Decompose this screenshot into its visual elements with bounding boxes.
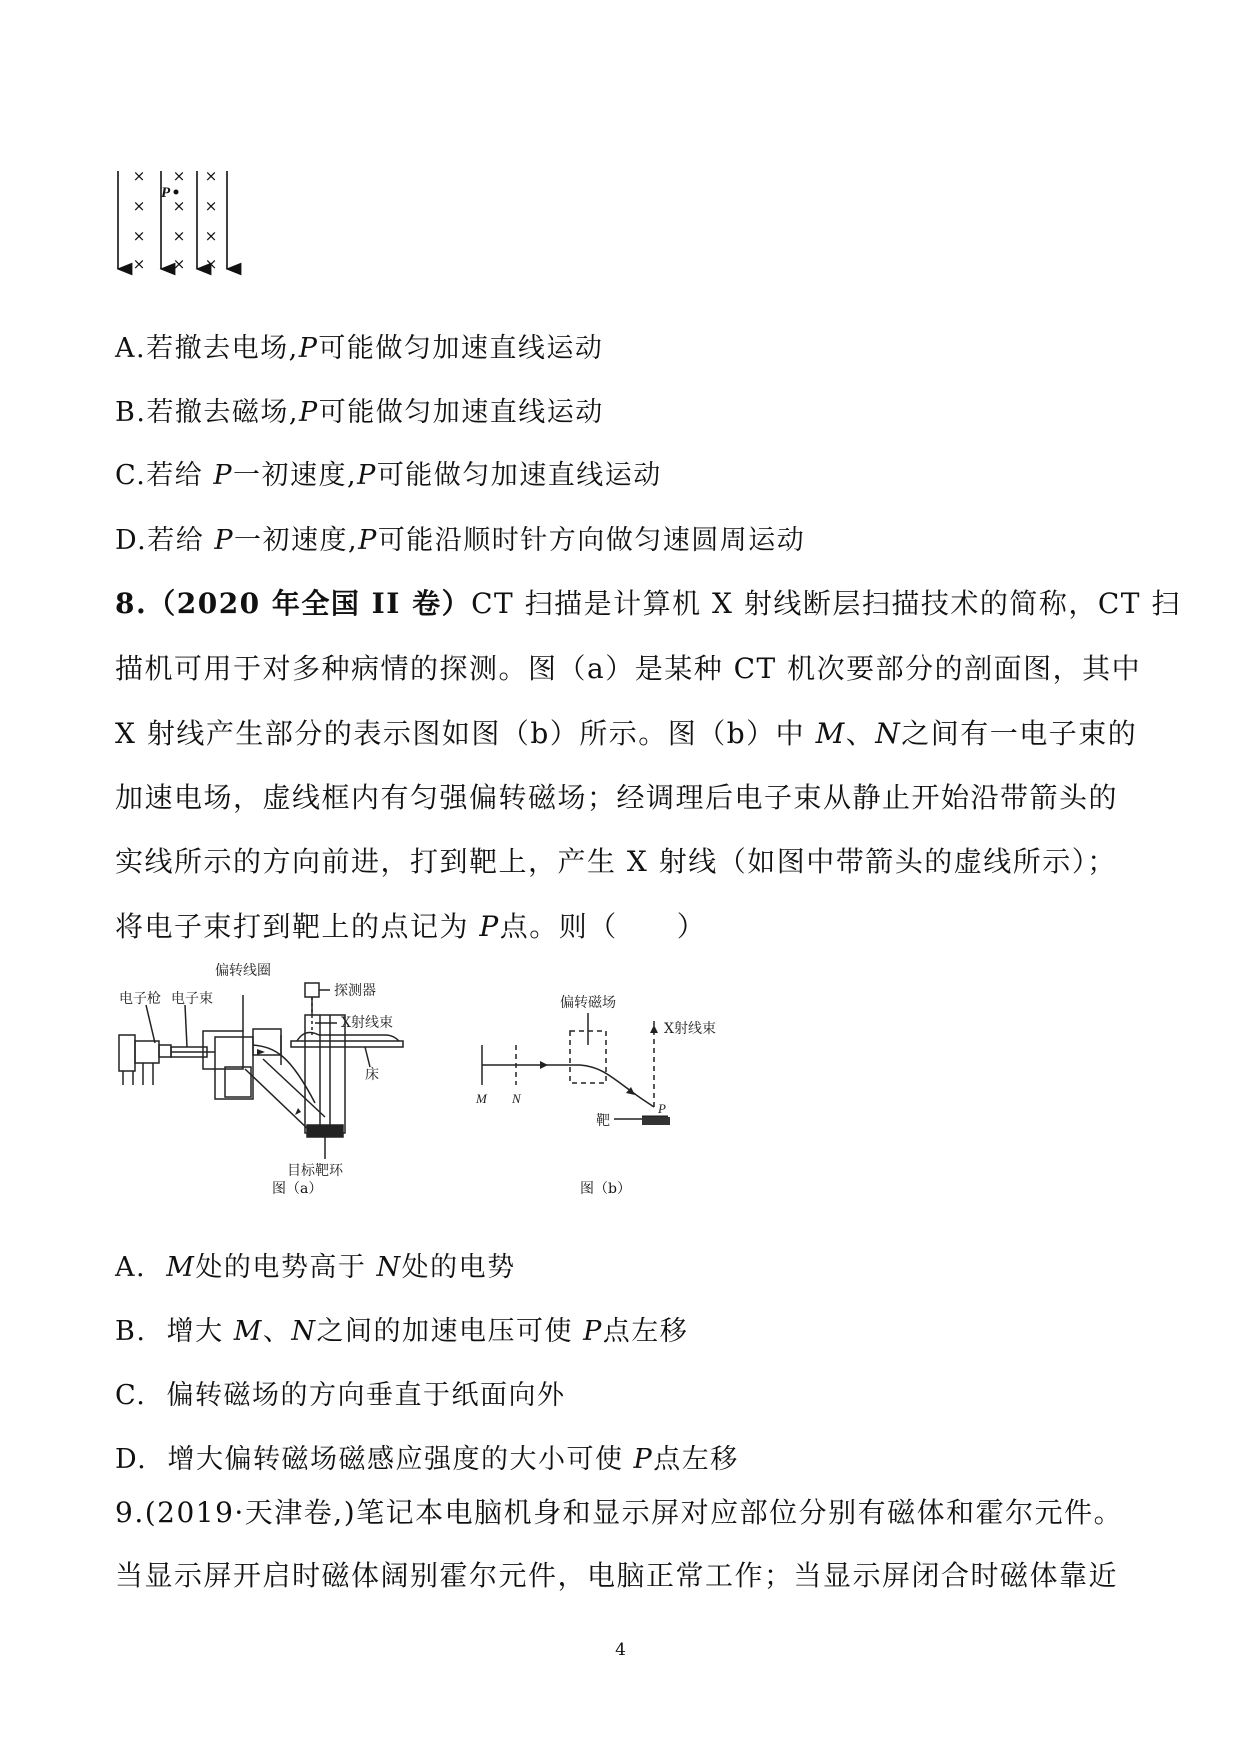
field-figure <box>110 165 260 285</box>
label-deflection-field: 偏转磁场 <box>560 995 616 1011</box>
svg-text:×: × <box>172 167 186 185</box>
ct-figure-a <box>115 955 460 1195</box>
q9-line-1: 9.(2019·天津卷,)笔记本电脑机身和显示屏对应部位分别有磁体和霍尔元件。 <box>115 1496 1124 1529</box>
svg-text:×: × <box>132 197 146 215</box>
svg-text:×: × <box>204 227 218 245</box>
q8-option-c[interactable]: C. 偏转磁场的方向垂直于纸面向外 <box>115 1380 566 1411</box>
q8-line-6: 将电子束打到靶上的点记为 P点。则（ ） <box>115 910 707 943</box>
label-deflection-coil: 偏转线圈 <box>215 963 271 979</box>
label-detector: 探测器 <box>334 983 376 999</box>
label-target-ring: 目标靶环 <box>287 1163 343 1179</box>
question-number: 8. <box>115 587 148 620</box>
svg-text:×: × <box>132 255 146 273</box>
q7-option-b[interactable]: B.若撤去磁场,P可能做匀加速直线运动 <box>115 397 604 428</box>
svg-text:×: × <box>132 167 146 185</box>
label-P: P <box>658 1101 666 1116</box>
q8-option-b[interactable]: B. 增大 M、N之间的加速电压可使 P点左移 <box>115 1316 689 1347</box>
q7-option-a[interactable]: A.若撤去电场,P可能做匀加速直线运动 <box>115 333 604 364</box>
svg-text:×: × <box>172 227 186 245</box>
question-source: （2020 年全国 II 卷） <box>147 587 472 620</box>
q9-line-2: 当显示屏开启时磁体阔别霍尔元件，电脑正常工作；当显示屏闭合时磁体靠近 <box>115 1559 1119 1592</box>
q7-option-d[interactable]: D.若给 P一初速度,P可能沿顺时针方向做匀速圆周运动 <box>115 525 806 556</box>
q8-line-5: 实线所示的方向前进，打到靶上，产生 X 射线（如图中带箭头的虚线所示）； <box>115 845 1117 878</box>
svg-text:×: × <box>172 197 186 215</box>
label-xray-beam-b: X射线束 <box>664 1021 716 1037</box>
svg-text:×: × <box>204 255 218 273</box>
label-electron-gun: 电子枪 <box>119 991 161 1007</box>
label-electron-beam: 电子束 <box>171 991 213 1007</box>
caption-figure-a: 图（a） <box>272 1181 323 1197</box>
svg-text:×: × <box>204 197 218 215</box>
q8-line-1: 8.（2020 年全国 II 卷）CT 扫描是计算机 X 射线断层扫描技术的简称，CT 扫 <box>115 587 1181 620</box>
label-bed: 床 <box>365 1067 379 1083</box>
svg-text:×: × <box>172 255 186 273</box>
caption-figure-b: 图（b） <box>580 1181 631 1197</box>
q8-line-2: 描机可用于对多种病情的探测。图（a）是某种 CT 机次要部分的剖面图，其中 <box>115 652 1142 685</box>
q8-option-d[interactable]: D. 增大偏转磁场磁感应强度的大小可使 P点左移 <box>115 1444 739 1475</box>
label-N: N <box>512 1091 521 1106</box>
label-xray-beam-a: X射线束 <box>341 1015 393 1031</box>
svg-text:×: × <box>204 167 218 185</box>
label-target: 靶 <box>596 1113 610 1129</box>
q7-option-c[interactable]: C.若给 P一初速度,P可能做匀加速直线运动 <box>115 460 662 491</box>
ct-figure-b <box>470 985 760 1145</box>
particle-label: P <box>161 185 171 201</box>
label-M: M <box>476 1091 487 1106</box>
q8-option-a[interactable]: A. M处的电势高于 N处的电势 <box>115 1252 516 1283</box>
page-number: 4 <box>615 1640 626 1660</box>
svg-text:×: × <box>132 227 146 245</box>
q8-line-4: 加速电场，虚线框内有匀强偏转磁场；经调理后电子束从静止开始沿带箭头的 <box>115 781 1119 814</box>
q8-line-3: X 射线产生部分的表示图如图（b）所示。图（b）中 M、N之间有一电子束的 <box>115 717 1138 750</box>
particle-dot <box>174 190 179 195</box>
